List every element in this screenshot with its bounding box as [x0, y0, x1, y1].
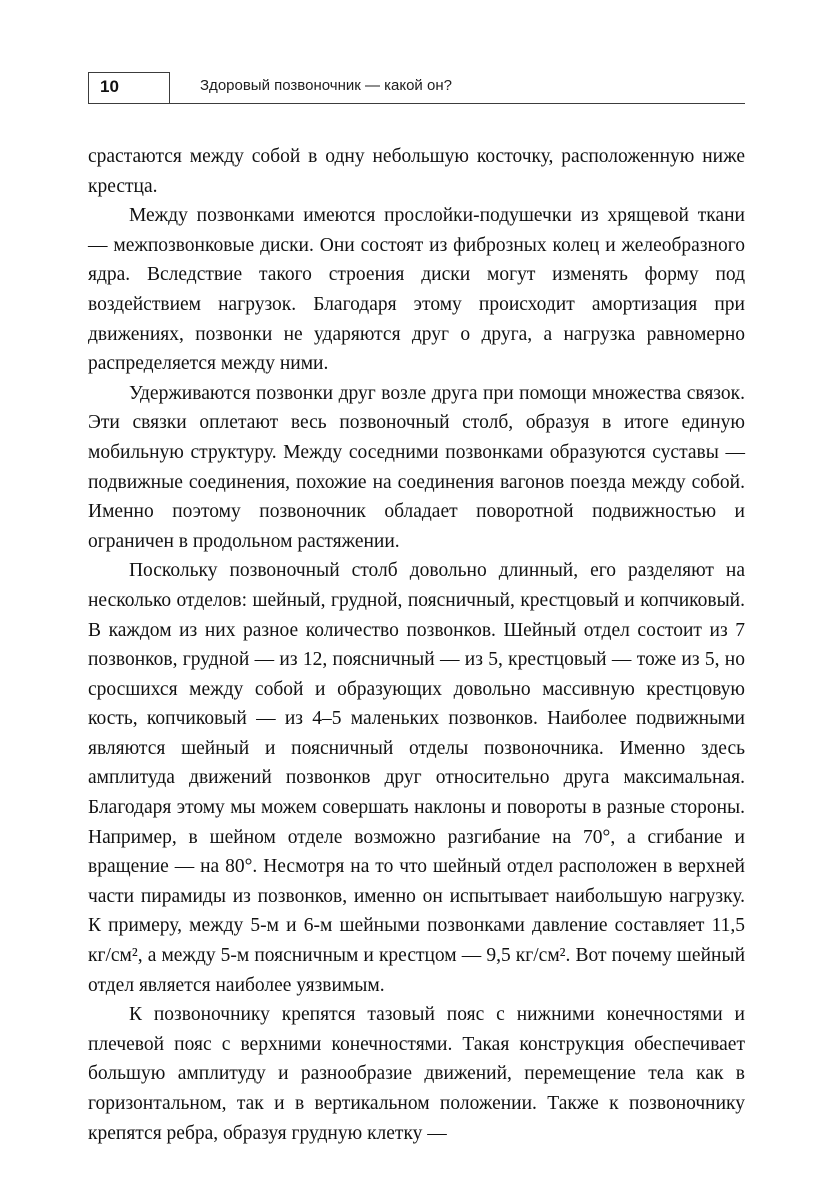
paragraph: К позвоночнику крепятся тазовый пояс с нижними конечностями и плечевой пояс с верхними конечностями. Такая конструкция обеспечивает большую амплитуду и разнообразие движений, перемещение тела как в горизонтальном, так и в вертикальном положении. Также к позвоночнику крепятся ребра, образуя грудную клетку —	[88, 1004, 745, 1144]
running-head: Здоровый позвоночник — какой он?	[200, 77, 452, 94]
paragraph: Поскольку позвоночный столб довольно длинный, его разделяют на несколько отделов: шейный, грудной, поясничный, крестцовый и копчиковый. В каждом из них разное количество позвонков. Шейный отдел состоит из 7 позвонков, грудной — из 12, поясничный — из 5, крестцовый — тоже из 5, но сросшихся между собой и образующих довольно массивную крестцовую кость, копчиковый — из 4–5 маленьких позвонков. Наиболее подвижными являются шейный и поясничный отделы позвоночника. Именно здесь амплитуда движений позвонков друг относительно друга максимальная. Благодаря этому мы можем совершать наклоны и повороты в разные стороны. Например, в шейном отделе возможно разгибание на 70°, а сгибание и вращение — на 80°. Несмотря на то что шейный отдел расположен в верхней части пирамиды из позвонков, именно он испытывает наибольшую нагрузку. К примеру, между 5-м и 6-м шейными позвонками давление составляет 11,5 кг/см², а между 5-м поясничным и крестцом — 9,5 кг/см². Вот почему шейный отдел является наиболее уязвимым.	[88, 560, 745, 996]
paragraph: Удерживаются позвонки друг возле друга при помощи множества связок. Эти связки оплетают весь позвоночный столб, образуя в итоге единую мобильную структуру. Между соседними позвонками образуются суставы — подвижные соединения, похожие на соединения вагонов поезда между собой. Именно поэтому позвоночник обладает поворотной подвижностью и ограничен в продольном растяжении.	[88, 382, 745, 552]
page-header	[88, 72, 745, 104]
page-number: 10	[100, 77, 119, 96]
page-body	[88, 142, 745, 1148]
paragraph: срастаются между собой в одну небольшую косточку, расположенную ниже крестца.	[88, 146, 745, 197]
paragraph: Между позвонками имеются прослойки-подушечки из хрящевой ткани — межпозвонковые диски. Они состоят из фиброзных колец и желеобразного ядра. Вследствие такого строения диски могут изменять форму под воздействием нагрузок. Благодаря этому происходит амортизация при движениях, позвонки не ударяются друг о друга, а нагрузка равномерно распределяется между ними.	[88, 205, 745, 375]
page-number-box	[88, 72, 170, 104]
